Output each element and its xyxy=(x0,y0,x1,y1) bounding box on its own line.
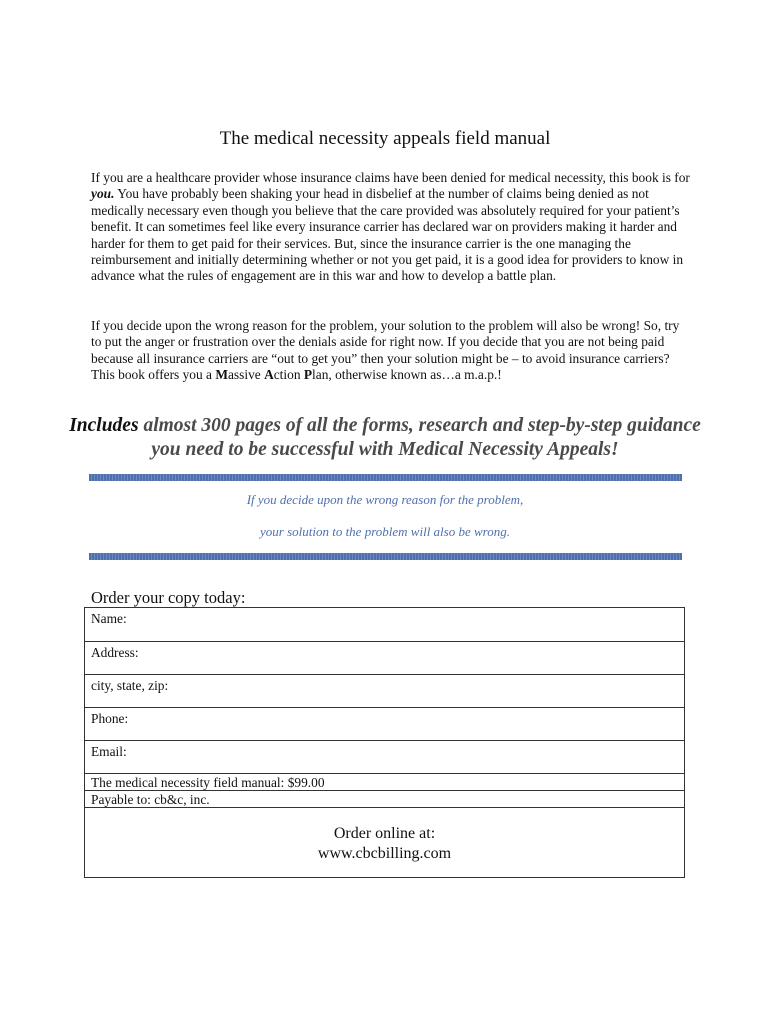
order-online-label: Order online at: xyxy=(333,825,436,842)
headline-lead: Includes xyxy=(69,415,139,436)
phone-label: Phone: xyxy=(91,711,129,726)
map-letter-m: M xyxy=(215,367,228,383)
name-label: Name: xyxy=(91,611,127,626)
pull-quote-line-2: your solution to the problem will also be wrong. xyxy=(259,524,510,539)
bottom-divider xyxy=(89,553,682,560)
city-state-zip-field[interactable] xyxy=(85,675,684,708)
map-word-massive: assive xyxy=(227,367,265,383)
intro-paragraph xyxy=(91,170,691,285)
document-title: The medical necessity appeals field manual xyxy=(219,128,551,149)
address-field[interactable] xyxy=(85,642,684,675)
name-field[interactable] xyxy=(85,608,684,642)
pull-quote-line-1: If you decide upon the wrong reason for the problem, xyxy=(246,492,524,507)
price-text: The medical necessity field manual: $99.00 xyxy=(91,775,325,790)
address-label: Address: xyxy=(91,645,139,660)
order-online-block xyxy=(85,824,684,864)
email-label: Email: xyxy=(91,744,127,759)
map-word-action: ction xyxy=(273,367,304,383)
order-form xyxy=(84,607,685,878)
payable-row xyxy=(85,791,684,808)
order-online-url[interactable]: www.cbcbilling.com xyxy=(317,845,452,862)
payable-text: Payable to: cb&c, inc. xyxy=(91,792,210,807)
city-state-zip-label: city, state, zip: xyxy=(91,678,169,693)
phone-field[interactable] xyxy=(85,708,684,741)
promo-headline xyxy=(60,414,710,462)
top-divider xyxy=(89,474,682,481)
email-field[interactable] xyxy=(85,741,684,774)
solution-text-end: lan, otherwise known as…a m.a.p.! xyxy=(312,367,502,383)
map-letter-p: P xyxy=(303,367,313,383)
intro-text-end: You have probably been shaking your head in disbelief at the number of claims being denied as not medically necessary even though you believe that the care provided was absolutely required for your patient’s benefit. It can sometimes feel like every insurance carrier has declared war on providers making it harder and harder for them to get paid for their services. But, since the insurance carrier is the one managing the reimbursement and initially determining whether or not you get paid, it is a good idea for providers to know in advance what the rules of engagement are in this war and how to develop a battle plan. xyxy=(91,186,684,284)
order-heading: Order your copy today: xyxy=(91,588,246,607)
solution-paragraph xyxy=(91,318,691,384)
map-letter-a: A xyxy=(264,367,274,383)
solution-text-start: If you decide upon the wrong reason for the problem, your solution to the problem will also be wrong! So, try to put the anger or frustration over the denials aside for right now. If you decide that you are not being paid because all insurance carriers are “out to get you” then your solution might be – to avoid insurance carriers? This book offers you a xyxy=(91,318,680,383)
intro-text-start: If you are a healthcare provider whose insurance claims have been denied for medical necessity, this book is for xyxy=(91,170,690,185)
intro-emphasis: you. xyxy=(91,186,115,202)
headline-rest: almost 300 pages of all the forms, research and step-by-step guidance you need to be successful with Medical Necessity Appeals! xyxy=(138,415,701,460)
price-row xyxy=(85,774,684,791)
